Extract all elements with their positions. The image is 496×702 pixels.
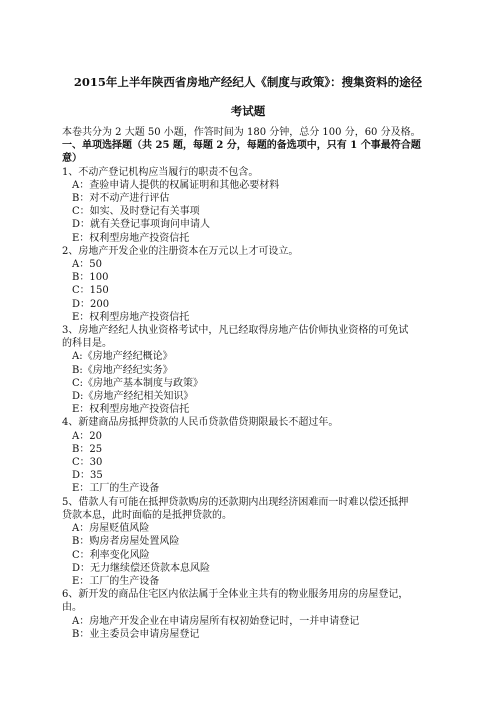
document-title-line-2: 考试题 <box>230 104 266 118</box>
question-stem: 6、新开发的商品住宅区内依法属于全体业主共有的物业服务用房的房屋登记， <box>62 589 409 601</box>
answer-option: D：200 <box>72 298 110 310</box>
answer-option: E：工厂的生产设备 <box>72 575 160 587</box>
answer-option: B:《房地产经纪实务》 <box>72 364 173 376</box>
question-stem: 的科目是。 <box>62 338 112 350</box>
answer-option: D:《房地产经纪相关知识》 <box>72 391 194 403</box>
section-heading-cont: 意） <box>62 153 82 165</box>
answer-option: D：无力继续偿还贷款本息风险 <box>72 562 211 574</box>
answer-option: A:《房地产经纪概论》 <box>72 351 173 363</box>
exam-intro: 本卷共分为 2 大题 50 小题，作答时间为 180 分钟，总分 100 分，60 分及格。 <box>62 127 421 138</box>
question-stem: 5、借款人有可能在抵押贷款购房的还款期内出现经济困难而一时难以偿还抵押 <box>62 496 409 508</box>
answer-option: A：50 <box>72 259 102 271</box>
answer-option: B：购房者房屋处置风险 <box>72 536 180 548</box>
question-stem: 4、新建商品房抵押贷款的人民币贷款借贷期限最长不超过年。 <box>62 417 339 429</box>
section-heading: 一、单项选择题（共 25 题，每题 2 分，每题的备选项中，只有 1 个事最符合题 <box>62 140 421 152</box>
answer-option: B：100 <box>72 272 109 284</box>
question-item <box>62 496 438 588</box>
answer-option: E：工厂的生产设备 <box>72 483 160 495</box>
answer-option: B：业主委员会申请房屋登记 <box>72 628 200 640</box>
answer-option: A：20 <box>72 430 102 442</box>
answer-option: E：权利型房地产投资信托 <box>72 311 190 323</box>
question-stem: 贷款本息，此时面临的是抵押贷款的。 <box>62 509 232 521</box>
question-stem: 2、房地产开发企业的注册资本在万元以上才可设立。 <box>62 245 299 257</box>
document-title-line-1: 2015年上半年陕西省房地产经纪人《制度与政策》：搜集资料的途径 <box>73 75 423 89</box>
answer-option: C：利率变化风险 <box>72 549 150 561</box>
question-item <box>62 588 438 641</box>
question-stem: 3、房地产经纪人执业资格考试中，凡已经取得房地产估价师执业资格的可免试 <box>62 325 409 337</box>
answer-option: C:《房地产基本制度与政策》 <box>72 377 204 389</box>
answer-option: B：25 <box>72 443 103 455</box>
question-item <box>62 324 438 416</box>
answer-option: A：房屋贬值风险 <box>72 523 150 535</box>
answer-option: A：查验申请人提供的权属证明和其他必要材料 <box>72 179 280 191</box>
answer-option: E：权利型房地产投资信托 <box>72 232 190 244</box>
answer-option: D：就有关登记事项询问申请人 <box>72 219 211 231</box>
answer-option: E：权利型房地产投资信托 <box>72 404 190 416</box>
answer-option: C：150 <box>72 285 109 297</box>
question-stem: 1、不动产登记机构应当履行的职责不包含。 <box>62 166 259 178</box>
question-item <box>62 245 438 324</box>
question-list <box>62 166 438 641</box>
answer-option: A：房地产开发企业在申请房屋所有权初始登记时，一并申请登记 <box>72 615 360 627</box>
question-item <box>62 416 438 495</box>
document-body <box>62 126 438 641</box>
answer-option: C：如实、及时登记有关事项 <box>72 206 200 218</box>
answer-option: D：35 <box>72 470 103 482</box>
answer-option: C：30 <box>72 457 103 469</box>
question-item <box>62 166 438 245</box>
answer-option: B：对不动产进行评估 <box>72 193 170 205</box>
question-stem: 由。 <box>62 602 82 614</box>
